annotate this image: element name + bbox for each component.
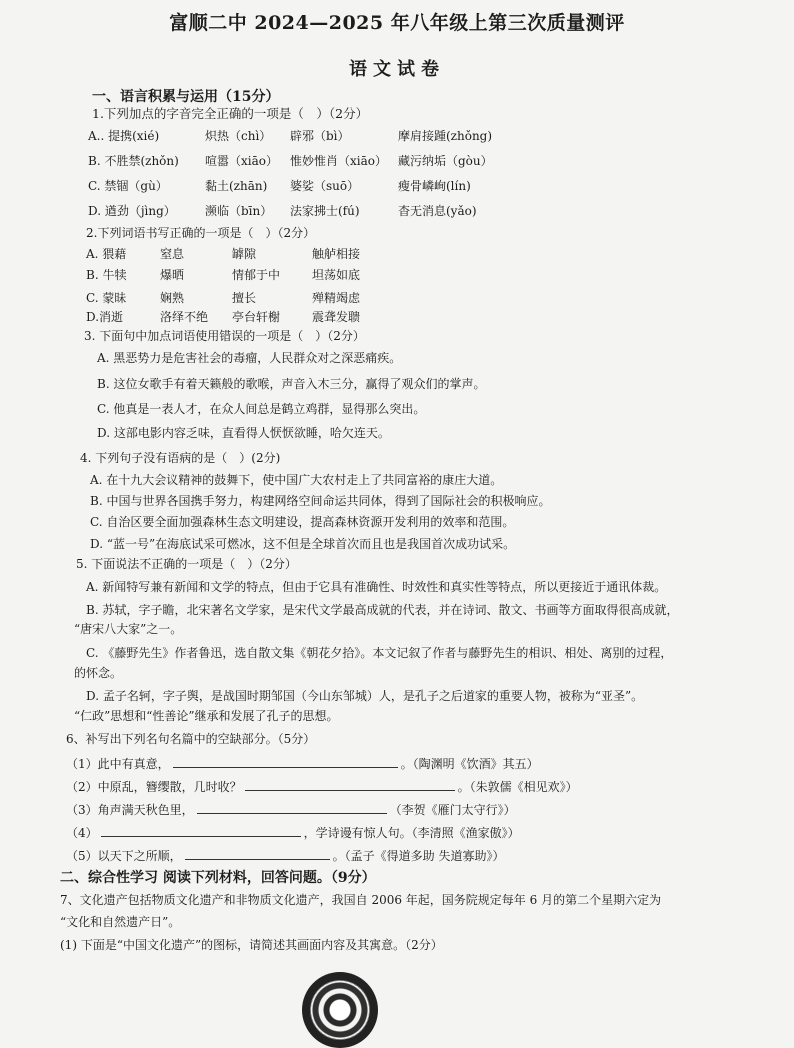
q2-a-1: A. 猥藉 <box>86 247 127 261</box>
q6-item-4-suffix: ，学诗谩有惊人句。（李清照《渔家傲》） <box>303 826 520 840</box>
q1-c-4: 瘦骨嶙峋(lín) <box>398 179 471 193</box>
q7-sub-1: (1) 下面是“中国文化遗产”的图标，请简述其画面内容及其寓意。（2分） <box>60 938 443 952</box>
q6-blank-4[interactable] <box>101 823 301 837</box>
q2-d-1: D.消逝 <box>86 310 124 324</box>
q5-line-d: D. 孟子名轲，字子舆，是战国时期邹国（今山东邹城）人，是孔子之后道家的重要人物，被称为“亚圣”。 <box>86 689 644 703</box>
q2-b-4: 坦荡如底 <box>312 268 361 282</box>
q6-item-5-suffix: 。（孟子《得道多助 失道寡助》） <box>332 849 505 863</box>
q3-stem: 3. 下面句中加点词语使用错误的一项是（ ）（2分） <box>84 329 365 343</box>
q4-option-b: B. 中国与世界各国携手努力，构建网络空间命运共同体，得到了国际社会的积极响应。 <box>90 494 551 508</box>
q5-line-b-cont: “唐宋八大家”之一。 <box>74 622 183 636</box>
q1-a-4: 摩肩接踵(zhǒng) <box>398 129 493 143</box>
q5-stem: 5. 下面说法不正确的一项是（ ）（2分） <box>76 557 297 571</box>
q5-line-b: B. 苏轼，字子瞻，北宋著名文学家，是宋代文学最高成就的代表，并在诗词、散文、书画等方面取得很高成就， <box>86 603 679 617</box>
section-1-heading: 一、语言积累与运用（15分） <box>92 89 280 105</box>
q5-line-a: A. 新闻特写兼有新闻和文学的特点，但由于它具有准确性、时效性和真实性等特点，所以更接近于通讯体裁。 <box>86 580 667 594</box>
q2-c-4: 殚精竭虑 <box>312 291 361 305</box>
q1-d-1: D. 遒劲（jìng） <box>88 204 176 218</box>
q3-option-d: D. 这部电影内容乏味，直看得人恹恹欲睡，哈欠连天。 <box>97 426 390 440</box>
q4-stem: 4. 下列句子没有语病的是（ ）(2分) <box>80 451 281 465</box>
q7-line-1: 7、文化遗产包括物质文化遗产和非物质文化遗产，我国自 2006 年起，国务院规定每年 6 月的第二个星期六定为 <box>60 893 662 907</box>
exam-subtitle: 语文试卷 <box>349 59 445 80</box>
q2-b-2: 爆晒 <box>160 268 185 282</box>
q3-option-a: A. 黑恶势力是危害社会的毒瘤，人民群众对之深恶痛疾。 <box>97 351 402 365</box>
q2-c-1: C. 蒙昧 <box>86 291 127 305</box>
q1-d-2: 濒临（bīn） <box>205 204 273 218</box>
q2-a-2: 窒息 <box>160 247 185 261</box>
q2-d-4: 震聋发聩 <box>312 310 361 324</box>
q1-b-3: 惟妙惟肖（xiāo） <box>290 154 387 168</box>
q6-stem: 6、补写出下列名句名篇中的空缺部分。（5分） <box>66 732 316 746</box>
q6-item-1-prefix: （1）此中有真意， <box>66 757 170 771</box>
q1-b-2: 喧嚣（xiāo） <box>205 154 278 168</box>
q4-option-a: A. 在十九大会议精神的鼓舞下，使中国广大农村走上了共同富裕的康庄大道。 <box>90 473 503 487</box>
q6-item-5 <box>66 846 504 864</box>
q1-stem: 1.下列加点的字音完全正确的一项是（ ）（2分） <box>92 106 369 121</box>
q5-line-d-cont: “仁政”思想和“性善论”继承和发展了孔子的思想。 <box>74 709 339 723</box>
q6-item-2-suffix: 。（朱敦儒《相见欢》） <box>457 780 578 794</box>
q6-item-1 <box>66 754 539 772</box>
q4-option-d: D. “蓝一号”在海底试采可燃冰，这不但是全球首次而且也是我国首次成功试采。 <box>90 537 516 551</box>
q6-item-4 <box>66 823 520 841</box>
q2-d-2: 洛绎不绝 <box>160 310 209 324</box>
q6-item-3-prefix: （3）角声满天秋色里， <box>66 803 194 817</box>
q6-item-3 <box>66 800 516 818</box>
q6-item-2-prefix: （2）中原乱，簪缨散，几时收？ <box>66 780 242 794</box>
q2-a-3: 罅隙 <box>232 247 257 261</box>
q1-b-1: B. 不胜禁(zhǒn) <box>88 154 179 168</box>
china-cultural-heritage-logo-icon <box>302 972 378 1048</box>
q7-line-2: “文化和自然遗产日”。 <box>60 915 181 929</box>
q6-blank-1[interactable] <box>173 754 398 768</box>
q1-d-3: 法家拂士(fú) <box>290 204 360 218</box>
q2-c-3: 擅长 <box>232 291 257 305</box>
q5-line-c-cont: 的怀念。 <box>74 666 123 680</box>
q1-a-2: 炽热（chì） <box>205 129 272 143</box>
q1-a-3: 辟邪（bì） <box>290 129 350 143</box>
q2-b-3: 情郁于中 <box>232 268 281 282</box>
q6-blank-2[interactable] <box>245 777 455 791</box>
q2-stem: 2.下列词语书写正确的一项是（ ）（2分） <box>86 226 316 240</box>
q6-blank-5[interactable] <box>185 846 330 860</box>
q6-item-5-prefix: （5）以天下之所顺， <box>66 849 182 863</box>
q1-c-1: C. 禁锢（gù） <box>88 179 168 193</box>
q1-b-4: 藏污纳垢（gòu） <box>398 154 493 168</box>
q3-option-c: C. 他真是一表人才，在众人间总是鹤立鸡群，显得那么突出。 <box>97 402 426 416</box>
q4-option-c: C. 自治区要全面加强森林生态文明建设，提高森林资源开发利用的效率和范围。 <box>90 515 515 529</box>
q2-b-1: B. 牛犊 <box>86 268 127 282</box>
q1-a-1: A.. 提携(xié) <box>88 129 160 143</box>
q6-item-2 <box>66 777 578 795</box>
q2-c-2: 娴熟 <box>160 291 185 305</box>
q1-c-3: 婆娑（suō） <box>290 179 360 193</box>
q3-option-b: B. 这位女歌手有着天籁般的歌喉，声音入木三分，赢得了观众们的掌声。 <box>97 377 486 391</box>
q2-d-3: 亭台轩榭 <box>232 310 281 324</box>
q6-item-3-suffix: （李贺《雁门太守行》） <box>389 803 516 817</box>
q2-a-4: 触舻相接 <box>312 247 361 261</box>
q1-d-4: 杳无消息(yǎo) <box>398 204 477 218</box>
section-2-heading: 二、综合性学习 阅读下列材料，回答问题。（9分） <box>60 870 376 886</box>
exam-title: 富顺二中 2024—2025 年八年级上第三次质量测评 <box>169 12 625 34</box>
q1-c-2: 黏土(zhān) <box>205 179 268 193</box>
q6-blank-3[interactable] <box>197 800 387 814</box>
q6-item-1-suffix: 。（陶渊明《饮酒》其五） <box>400 757 539 771</box>
q5-line-c: C. 《藤野先生》作者鲁迅，选自散文集《朝花夕拾》。本文记叙了作者与藤野先生的相识、相处、离别的过程， <box>86 646 673 660</box>
q6-item-4-prefix: （4） <box>66 826 98 840</box>
